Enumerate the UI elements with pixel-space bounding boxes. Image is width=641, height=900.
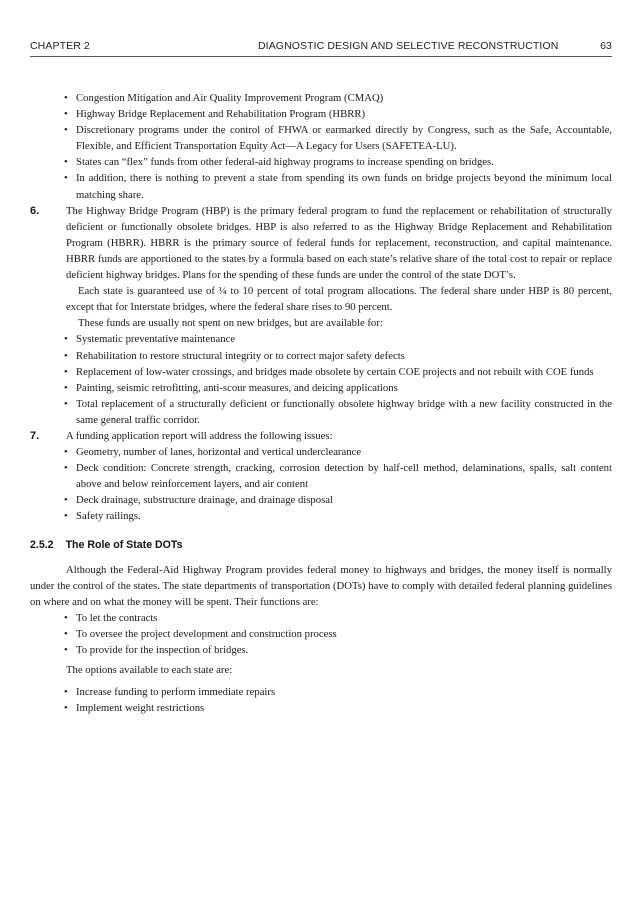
list-item: • Painting, seismic retrofitting, anti-scour measures, and deicing applications [30, 380, 612, 396]
header-rule [30, 56, 612, 57]
section-heading [30, 537, 612, 553]
item-7 [30, 428, 612, 444]
list-item: • To provide for the inspection of bridges. [30, 642, 612, 658]
list-item: • Systematic preventative maintenance [30, 331, 612, 347]
running-header [30, 38, 612, 56]
item-text: The Highway Bridge Program (HBP) is the primary federal program to fund the replacement or rehabilitation of structurally deficient or functionally obsolete bridges. HBP is also referred to as the Highway Bridge Replacement and Rehabilitation Program (HBRR). HBRR is the primary source of federal funds for replacement, reconstruction, and capital maintenance. HBRR funds are apportioned to the states by a formula based on each state’s relative share of the total cost to repair or replace deficient highway bridges. Plans for the spending of these funds are under the control of the state DOT’s. [66, 204, 612, 282]
application-issues-list [30, 444, 612, 524]
list-item: • States can “flex” funds from other federal-aid highway programs to increase spending on bridges. [30, 154, 612, 170]
list-item: • Total replacement of a structurally deficient or functionally obsolete highway bridge with a new facility constructed in the same general traffic corridor. [30, 396, 612, 428]
list-item: • Increase funding to perform immediate repairs [30, 684, 612, 700]
list-item: • To oversee the project development and construction process [30, 626, 612, 642]
list-item: • Implement weight restrictions [30, 700, 612, 716]
chapter-label: CHAPTER 2 [30, 40, 90, 52]
list-item: • Safety railings. [30, 508, 612, 524]
section-title: The Role of State DOTs [65, 538, 183, 551]
list-item: • Congestion Mitigation and Air Quality Improvement Program (CMAQ) [30, 90, 612, 106]
chapter-title: DIAGNOSTIC DESIGN AND SELECTIVE RECONSTRUCTION [258, 40, 559, 52]
list-item: • Geometry, number of lanes, horizontal and vertical underclearance [30, 444, 612, 460]
paragraph: These funds are usually not spent on new bridges, but are available for: [78, 317, 383, 330]
state-options-list [30, 684, 612, 716]
item-number: 6. [30, 204, 40, 217]
list-item: • Rehabilitation to restore structural integrity or to correct major safety defects [30, 348, 612, 364]
item-6 [30, 203, 612, 283]
page-body [30, 90, 612, 716]
list-item: • To let the contracts [30, 610, 612, 626]
options-intro: The options available to each state are: [66, 664, 233, 677]
page-number: 63 [600, 40, 612, 52]
list-item: • Deck drainage, substructure drainage, and drainage disposal [30, 492, 612, 508]
list-item: • Replacement of low-water crossings, and bridges made obsolete by certain COE projects and not rebuilt with COE funds [30, 364, 612, 380]
list-item: • Discretionary programs under the control of FHWA or earmarked directly by Congress, such as the Safe, Accountable, Flexible, and Efficient Transportation Equity Act—A Legacy for Users (SAFETEA-LU). [30, 122, 612, 154]
list-item: • Deck condition: Concrete strength, cracking, corrosion detection by half-cell method, delaminations, spalls, salt content above and below reinforcement layers, and air content [30, 460, 612, 492]
funding-programs-list [30, 90, 612, 203]
section-number: 2.5.2 [30, 538, 54, 551]
section-paragraph: Although the Federal-Aid Highway Program provides federal money to highways and bridges, the money itself is normally under the control of the states. The state departments of transportation (DOTs) have to comply with detailed federal planning guidelines on where and on what the money will be spent. Their functions are: [30, 563, 612, 608]
list-item: • Highway Bridge Replacement and Rehabilitation Program (HBRR) [30, 106, 612, 122]
paragraph: Each state is guaranteed use of ¼ to 10 percent of total program allocations. The federal share under HBP is 80 percent, except that for Interstate bridges, where the federal share rises to 90 percent. [66, 285, 612, 314]
available-for-list [30, 331, 612, 428]
item-text: A funding application report will address the following issues: [66, 429, 333, 442]
list-item: • In addition, there is nothing to prevent a state from spending its own funds on bridge projects beyond the minimum local matching share. [30, 170, 612, 202]
dot-functions-list [30, 610, 612, 658]
item-number: 7. [30, 429, 40, 442]
